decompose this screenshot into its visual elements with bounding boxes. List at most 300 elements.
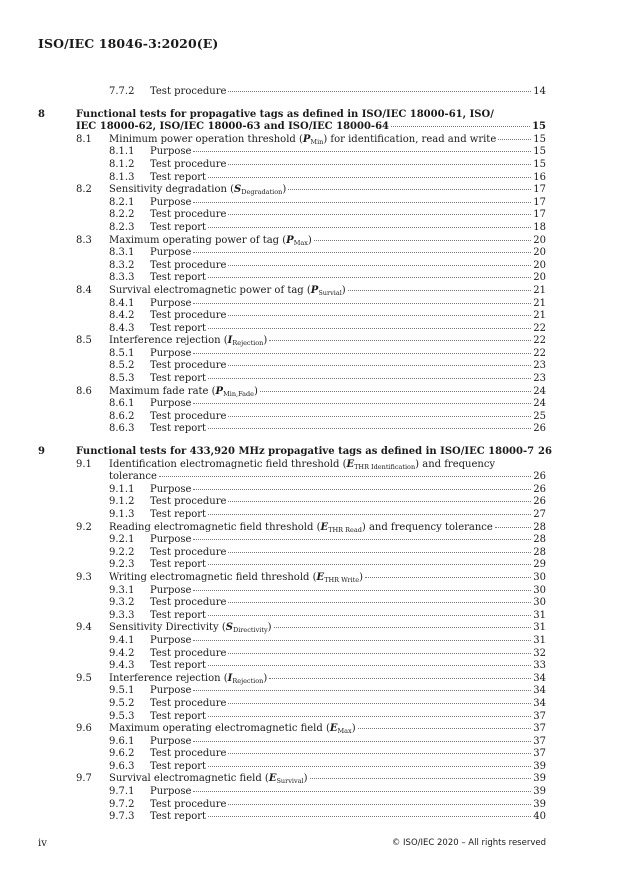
toc-entry-text: Test procedure bbox=[150, 546, 227, 558]
dot-leader bbox=[193, 741, 531, 742]
toc-entry[interactable] bbox=[0, 509, 620, 522]
toc-entry[interactable] bbox=[0, 484, 620, 497]
toc-entry-text: Test procedure bbox=[150, 360, 227, 372]
toc-entry[interactable] bbox=[0, 310, 620, 323]
toc-page-number: 30 bbox=[533, 597, 546, 609]
toc-entry-title bbox=[150, 736, 546, 749]
dot-leader bbox=[228, 501, 531, 502]
math-symbol: P bbox=[310, 284, 319, 296]
toc-page-number: 18 bbox=[533, 221, 546, 233]
toc-entry-number: 8.6.2 bbox=[109, 410, 135, 422]
toc-entry-number: 9.7.1 bbox=[109, 786, 135, 798]
toc-page-number: 30 bbox=[533, 584, 546, 596]
toc-entry-number: 8.2.3 bbox=[109, 221, 135, 233]
math-symbol: E bbox=[329, 723, 338, 735]
toc-page-number: 20 bbox=[533, 234, 546, 246]
toc-entry-title bbox=[150, 786, 546, 799]
toc-entry-number: 9.1.2 bbox=[109, 496, 135, 508]
toc-entry-text: Purpose bbox=[150, 735, 192, 747]
dot-leader bbox=[193, 690, 531, 691]
toc-entry-text: Purpose bbox=[150, 634, 192, 646]
toc-entry-number: 9.5.1 bbox=[109, 685, 135, 697]
toc-entry-title bbox=[150, 373, 546, 386]
toc-spacer bbox=[0, 436, 620, 446]
toc-entry[interactable] bbox=[0, 134, 620, 147]
dot-leader bbox=[314, 240, 531, 241]
toc-entry[interactable] bbox=[0, 522, 620, 535]
toc-entry[interactable] bbox=[0, 446, 620, 459]
toc-entry-number: 8.5.2 bbox=[109, 360, 135, 372]
toc-page-number: 28 bbox=[533, 534, 546, 546]
math-subscript: Max bbox=[293, 238, 308, 247]
toc-page-number: 22 bbox=[533, 322, 546, 334]
math-symbol: I bbox=[227, 672, 233, 684]
toc-entry-title bbox=[150, 298, 546, 311]
math-symbol: S bbox=[225, 622, 234, 634]
toc-entry[interactable] bbox=[0, 423, 620, 436]
toc-entry-number: 9.5 bbox=[76, 672, 92, 684]
toc-entry-title bbox=[109, 673, 546, 686]
toc-entry-number: 9.3.2 bbox=[109, 597, 135, 609]
math-symbol: I bbox=[227, 335, 233, 347]
toc-entry-number: 9.1.3 bbox=[109, 509, 135, 520]
toc-entry[interactable] bbox=[0, 761, 620, 774]
toc-entry-text: Reading electromagnetic field threshold $(E_{THR Read})$ and frequency tolerance bbox=[109, 521, 493, 534]
toc-entry-title bbox=[150, 146, 546, 159]
toc-entry-number: 7.7.2 bbox=[109, 86, 135, 97]
toc-entry[interactable] bbox=[0, 247, 620, 260]
toc-entry-title bbox=[150, 748, 546, 761]
toc-entry[interactable] bbox=[0, 209, 620, 222]
toc-entry-number: 9.3.3 bbox=[109, 609, 135, 621]
toc-entry[interactable] bbox=[0, 773, 620, 786]
toc-entry-title bbox=[150, 685, 546, 698]
toc-entry-number: 8.5.3 bbox=[109, 373, 135, 385]
document-header: ISO/IEC 18046-3:2020(E) bbox=[38, 36, 219, 51]
toc-entry-text: Test report bbox=[150, 322, 207, 334]
dot-leader bbox=[208, 227, 531, 228]
toc-entry[interactable] bbox=[0, 799, 620, 812]
math-subscript: Degradation bbox=[241, 188, 283, 197]
toc-entry-number: 9.2.3 bbox=[109, 559, 135, 571]
toc-entry-title bbox=[150, 597, 546, 610]
toc-entry-title bbox=[150, 272, 546, 285]
toc-entry[interactable] bbox=[0, 411, 620, 424]
toc-page-number: 39 bbox=[533, 786, 546, 798]
dot-leader bbox=[269, 340, 531, 341]
toc-entry-text: Purpose bbox=[150, 347, 192, 359]
toc-entry[interactable] bbox=[0, 159, 620, 172]
toc-entry-title bbox=[109, 522, 546, 535]
toc-entry-text: Maximum fade rate $(P_{Min,Fade})$ bbox=[109, 385, 258, 398]
toc-entry-title bbox=[150, 610, 546, 623]
toc-entry-line bbox=[0, 459, 620, 472]
math-symbol: E bbox=[346, 458, 355, 470]
toc-page-number: 15 bbox=[532, 121, 546, 133]
toc-entry-title bbox=[150, 423, 546, 436]
dot-leader bbox=[228, 416, 531, 417]
toc-entry[interactable] bbox=[0, 146, 620, 159]
toc-entry[interactable] bbox=[0, 622, 620, 635]
toc-entry-title bbox=[150, 761, 546, 774]
toc-entry-text: Test procedure bbox=[150, 310, 227, 322]
toc-entry-text: Test procedure bbox=[150, 259, 227, 271]
toc-entry-title bbox=[150, 411, 546, 424]
math-subscript: THR Identification bbox=[354, 462, 416, 471]
toc-entry[interactable] bbox=[0, 559, 620, 572]
dot-leader bbox=[228, 91, 531, 92]
dot-leader bbox=[274, 627, 532, 628]
toc-entry-text: Test report bbox=[150, 660, 207, 672]
toc-entry-number: 8.4 bbox=[76, 284, 92, 296]
toc-entry-text: Test procedure bbox=[150, 748, 227, 760]
toc-entry-number: 9.6.2 bbox=[109, 748, 135, 760]
math-subscript: THR Write bbox=[324, 575, 360, 584]
toc-entry-title bbox=[150, 711, 546, 724]
toc-page-number: 37 bbox=[533, 723, 546, 735]
dot-leader bbox=[391, 126, 530, 127]
dot-leader bbox=[208, 716, 531, 717]
toc-entry[interactable] bbox=[0, 121, 620, 134]
toc-page-number: 24 bbox=[533, 398, 546, 410]
toc-page-number: 39 bbox=[533, 773, 546, 785]
toc-entry-text: Functional tests for 433,920 MHz propagative tags as defined in ISO/IEC 18000-7 bbox=[76, 446, 535, 458]
toc-page-number: 17 bbox=[533, 196, 546, 208]
toc-entry[interactable] bbox=[0, 736, 620, 749]
toc-entry-text: Identification electromagnetic field threshold $(E_{THR Identification})$ and frequency bbox=[109, 458, 496, 471]
toc-entry-title bbox=[76, 121, 546, 134]
toc-entry-title bbox=[150, 247, 546, 260]
dot-leader bbox=[228, 365, 531, 366]
toc-entry[interactable] bbox=[0, 698, 620, 711]
toc-page-number: 24 bbox=[533, 385, 546, 397]
toc-entry-title bbox=[150, 648, 546, 661]
toc-page-number: 32 bbox=[533, 647, 546, 659]
toc-entry-number: 9.4.2 bbox=[109, 647, 135, 659]
toc-entry-number: 8.3.3 bbox=[109, 272, 135, 284]
toc-entry-title bbox=[150, 159, 546, 172]
math-symbol: E bbox=[320, 521, 329, 533]
toc-entry-title bbox=[150, 310, 546, 323]
toc-entry-title bbox=[150, 222, 546, 235]
toc-page-number: 33 bbox=[533, 660, 546, 672]
dot-leader bbox=[159, 476, 531, 477]
toc-entry-text: Test procedure bbox=[150, 410, 227, 422]
toc-entry-number: 9 bbox=[38, 446, 45, 458]
toc-page-number: 16 bbox=[533, 171, 546, 183]
dot-leader bbox=[208, 816, 531, 817]
toc-entry[interactable] bbox=[0, 673, 620, 686]
dot-leader bbox=[498, 139, 531, 140]
toc-entry[interactable] bbox=[0, 348, 620, 361]
toc-page-number: 39 bbox=[533, 798, 546, 810]
toc-entry-text: Purpose bbox=[150, 247, 192, 259]
toc-entry-title bbox=[150, 509, 546, 522]
dot-leader bbox=[358, 728, 532, 729]
toc-entry[interactable] bbox=[0, 373, 620, 386]
toc-entry-title bbox=[109, 723, 546, 736]
toc-entry[interactable] bbox=[0, 360, 620, 373]
toc-entry[interactable] bbox=[0, 572, 620, 585]
toc-entry[interactable] bbox=[0, 534, 620, 547]
toc-page-number: 37 bbox=[533, 735, 546, 747]
toc-page-number: 17 bbox=[533, 184, 546, 196]
dot-leader bbox=[193, 640, 531, 641]
toc-page-number: 31 bbox=[533, 609, 546, 621]
toc-entry-number: 9.1.1 bbox=[109, 483, 135, 495]
toc-entry-number: 9.7.2 bbox=[109, 798, 135, 810]
toc-entry[interactable] bbox=[0, 172, 620, 185]
toc-entry-title bbox=[150, 172, 546, 185]
toc-entry-number: 9.3.1 bbox=[109, 584, 135, 596]
toc-entry-number: 9.6.1 bbox=[109, 735, 135, 747]
toc-entry-title bbox=[109, 773, 546, 786]
toc-entry[interactable] bbox=[0, 635, 620, 648]
dot-leader bbox=[208, 378, 531, 379]
toc-entry-number: 8.3.2 bbox=[109, 259, 135, 271]
toc-entry-text: Test report bbox=[150, 423, 207, 435]
toc-entry-text: Interference rejection $(I_{Rejection})$ bbox=[109, 335, 268, 348]
toc-entry-title bbox=[109, 184, 546, 197]
toc-page-number: 17 bbox=[533, 209, 546, 221]
toc-page-number: 26 bbox=[533, 423, 546, 435]
toc-entry[interactable] bbox=[0, 585, 620, 598]
toc-entry-text: Test report bbox=[150, 373, 207, 385]
toc-entry-number: 8.2.1 bbox=[109, 196, 135, 208]
dot-leader bbox=[228, 214, 531, 215]
dot-leader bbox=[193, 791, 531, 792]
dot-leader bbox=[208, 277, 531, 278]
toc-entry-text: Purpose bbox=[150, 398, 192, 410]
toc-entry-text: Test procedure bbox=[150, 647, 227, 659]
toc-entry-title bbox=[150, 197, 546, 210]
toc-entry-text: Test report bbox=[150, 811, 207, 823]
math-subscript: Rejection bbox=[232, 676, 264, 685]
toc-entry[interactable] bbox=[0, 786, 620, 799]
toc-entry-number: 8.1.1 bbox=[109, 146, 135, 158]
toc-entry-title bbox=[109, 622, 546, 635]
toc-entry[interactable] bbox=[0, 285, 620, 298]
dot-leader bbox=[495, 527, 531, 528]
toc-page-number: 21 bbox=[533, 310, 546, 322]
toc-entry[interactable] bbox=[0, 685, 620, 698]
dot-leader bbox=[193, 252, 531, 253]
toc-entry-title bbox=[109, 235, 546, 248]
toc-entry-text: Test procedure bbox=[150, 209, 227, 221]
toc-page-number: 29 bbox=[533, 559, 546, 571]
dot-leader bbox=[310, 778, 532, 779]
toc-page-number: 20 bbox=[533, 247, 546, 259]
toc-page-number: 15 bbox=[533, 158, 546, 170]
toc-page-number: 25 bbox=[533, 410, 546, 422]
toc-entry[interactable] bbox=[0, 260, 620, 273]
toc-entry-number: 8.4.1 bbox=[109, 297, 135, 309]
toc-entry[interactable] bbox=[0, 272, 620, 285]
math-symbol: P bbox=[286, 234, 294, 246]
dot-leader bbox=[348, 290, 532, 291]
toc-page-number: 30 bbox=[533, 571, 546, 583]
toc-entry-number: 8.2.2 bbox=[109, 209, 135, 221]
dot-leader bbox=[228, 753, 531, 754]
math-subscript: Max bbox=[337, 727, 352, 736]
dot-leader bbox=[365, 577, 531, 578]
toc-page-number: 23 bbox=[533, 360, 546, 372]
toc-entry-number: 8.4.2 bbox=[109, 310, 135, 322]
toc-entry-title bbox=[76, 446, 552, 459]
toc-entry-text: Purpose bbox=[150, 685, 192, 697]
toc-entry-title bbox=[150, 323, 546, 336]
toc-entry-title bbox=[109, 134, 546, 147]
toc-entry-number: 8.4.3 bbox=[109, 322, 135, 334]
copyright-notice: © ISO/IEC 2020 – All rights reserved bbox=[391, 838, 546, 848]
math-subscript: Rejection bbox=[232, 339, 264, 348]
toc-entry[interactable] bbox=[0, 222, 620, 235]
dot-leader bbox=[228, 265, 531, 266]
toc-entry-text: Test procedure bbox=[150, 597, 227, 609]
toc-page-number: 21 bbox=[533, 297, 546, 309]
math-subscript: Min,Fade bbox=[223, 389, 255, 398]
toc-entry-number: 9.5.3 bbox=[109, 710, 135, 722]
toc-entry-title bbox=[150, 348, 546, 361]
toc-entry-title bbox=[109, 459, 546, 472]
toc-entry-title bbox=[76, 109, 546, 122]
toc-entry[interactable] bbox=[0, 711, 620, 724]
toc-entry-text: IEC 18000-62, ISO/IEC 18000-63 and ISO/IEC 18000-64 bbox=[76, 121, 389, 133]
toc-entry[interactable] bbox=[0, 648, 620, 661]
toc-page-number: 21 bbox=[533, 284, 546, 296]
toc-entry[interactable] bbox=[0, 323, 620, 336]
toc-entry-title bbox=[150, 86, 546, 99]
toc-page-number: 34 bbox=[533, 685, 546, 697]
toc-page-number: 40 bbox=[533, 811, 546, 823]
toc-page-number: 31 bbox=[533, 622, 546, 634]
toc-entry-text: Test report bbox=[150, 272, 207, 284]
toc-entry-line bbox=[0, 109, 620, 122]
toc-entry[interactable] bbox=[0, 610, 620, 623]
toc-entry[interactable] bbox=[0, 335, 620, 348]
math-symbol: E bbox=[268, 773, 277, 785]
toc-entry-number: 8.3 bbox=[76, 234, 92, 246]
dot-leader bbox=[208, 514, 531, 515]
toc-entry-title bbox=[150, 811, 546, 824]
toc-entry-number: 9.4.1 bbox=[109, 634, 135, 646]
toc-entry-number: 9.7.3 bbox=[109, 811, 135, 823]
toc-entry[interactable] bbox=[0, 723, 620, 736]
toc-entry-text: Purpose bbox=[150, 297, 192, 309]
toc-page-number: 15 bbox=[533, 133, 546, 145]
toc-entry-text: Test procedure bbox=[150, 798, 227, 810]
toc-entry-title bbox=[150, 635, 546, 648]
toc-page-number: 37 bbox=[533, 710, 546, 722]
toc-entry-number: 9.6 bbox=[76, 723, 92, 735]
toc-entry[interactable] bbox=[0, 660, 620, 673]
toc-entry-text: Purpose bbox=[150, 584, 192, 596]
toc-page-number: 31 bbox=[533, 634, 546, 646]
dot-leader bbox=[193, 403, 531, 404]
toc-entry-title bbox=[150, 484, 546, 497]
dot-leader bbox=[228, 164, 531, 165]
dot-leader bbox=[228, 602, 531, 603]
dot-leader bbox=[193, 489, 531, 490]
dot-leader bbox=[228, 703, 531, 704]
toc-entry-text: Purpose bbox=[150, 534, 192, 546]
dot-leader bbox=[269, 678, 531, 679]
toc-entry-number: 8.1.3 bbox=[109, 171, 135, 183]
toc-spacer bbox=[0, 99, 620, 109]
toc-entry[interactable] bbox=[0, 235, 620, 248]
dot-leader bbox=[193, 303, 531, 304]
toc-entry-text: Purpose bbox=[150, 196, 192, 208]
toc-entry[interactable] bbox=[0, 811, 620, 824]
toc-entry-text: Sensitivity Directivity $(S_{Directivity})$ bbox=[109, 622, 272, 635]
toc-entry-text: Interference rejection $(I_{Rejection})$ bbox=[109, 672, 268, 685]
toc-entry[interactable] bbox=[0, 496, 620, 509]
toc-entry[interactable] bbox=[0, 184, 620, 197]
toc-entry-text: Purpose bbox=[150, 146, 192, 158]
dot-leader bbox=[208, 564, 531, 565]
toc-entry[interactable] bbox=[0, 298, 620, 311]
table-of-contents bbox=[0, 86, 620, 824]
toc-entry-number: 8 bbox=[38, 108, 45, 120]
dot-leader bbox=[228, 653, 531, 654]
toc-entry-number: 9.2 bbox=[76, 521, 92, 533]
toc-entry-title bbox=[150, 698, 546, 711]
toc-page-number: 34 bbox=[533, 672, 546, 684]
toc-entry-title bbox=[150, 559, 546, 572]
toc-entry[interactable] bbox=[0, 398, 620, 411]
toc-entry-title bbox=[150, 547, 546, 560]
toc-entry-text: Test procedure bbox=[150, 86, 227, 97]
toc-entry-text: Purpose bbox=[150, 786, 192, 798]
toc-entry[interactable] bbox=[0, 748, 620, 761]
math-symbol: P bbox=[302, 133, 311, 145]
toc-page-number: 23 bbox=[533, 373, 546, 385]
page-number: iv bbox=[38, 838, 47, 849]
dot-leader bbox=[260, 391, 531, 392]
dot-leader bbox=[193, 151, 531, 152]
toc-entry-number: 8.5 bbox=[76, 335, 92, 347]
toc-entry-number: 9.4.3 bbox=[109, 660, 135, 672]
toc-entry[interactable] bbox=[0, 386, 620, 399]
toc-page-number: 26 bbox=[533, 471, 546, 483]
dot-leader bbox=[208, 328, 531, 329]
toc-entry-text: Maximum operating power of tag $(P_{Max})$ bbox=[109, 234, 312, 247]
toc-page-number: 15 bbox=[533, 146, 546, 158]
toc-entry[interactable] bbox=[0, 547, 620, 560]
math-subscript: THR Read bbox=[328, 525, 362, 534]
toc-page-number: 27 bbox=[533, 509, 546, 520]
dot-leader bbox=[208, 665, 531, 666]
toc-entry-title bbox=[109, 471, 546, 484]
toc-entry[interactable] bbox=[0, 197, 620, 210]
dot-leader bbox=[208, 177, 531, 178]
toc-entry-text: Test procedure bbox=[150, 496, 227, 508]
dot-leader bbox=[193, 353, 531, 354]
math-subscript: Survival bbox=[276, 777, 304, 786]
dot-leader bbox=[208, 766, 531, 767]
toc-entry-title bbox=[150, 260, 546, 273]
toc-entry-title bbox=[150, 585, 546, 598]
toc-entry-text: Test report bbox=[150, 559, 207, 571]
toc-entry-text: Sensitivity degradation $(S_{Degradation})$ bbox=[109, 184, 287, 197]
toc-entry[interactable] bbox=[0, 86, 620, 99]
toc-entry-text: Functional tests for propagative tags as defined in ISO/IEC 18000-61, ISO/ bbox=[76, 108, 494, 120]
toc-page-number: 37 bbox=[533, 748, 546, 760]
math-symbol: S bbox=[234, 184, 242, 196]
toc-entry[interactable] bbox=[0, 471, 620, 484]
toc-entry[interactable] bbox=[0, 597, 620, 610]
toc-entry-number: 8.2 bbox=[76, 184, 92, 196]
